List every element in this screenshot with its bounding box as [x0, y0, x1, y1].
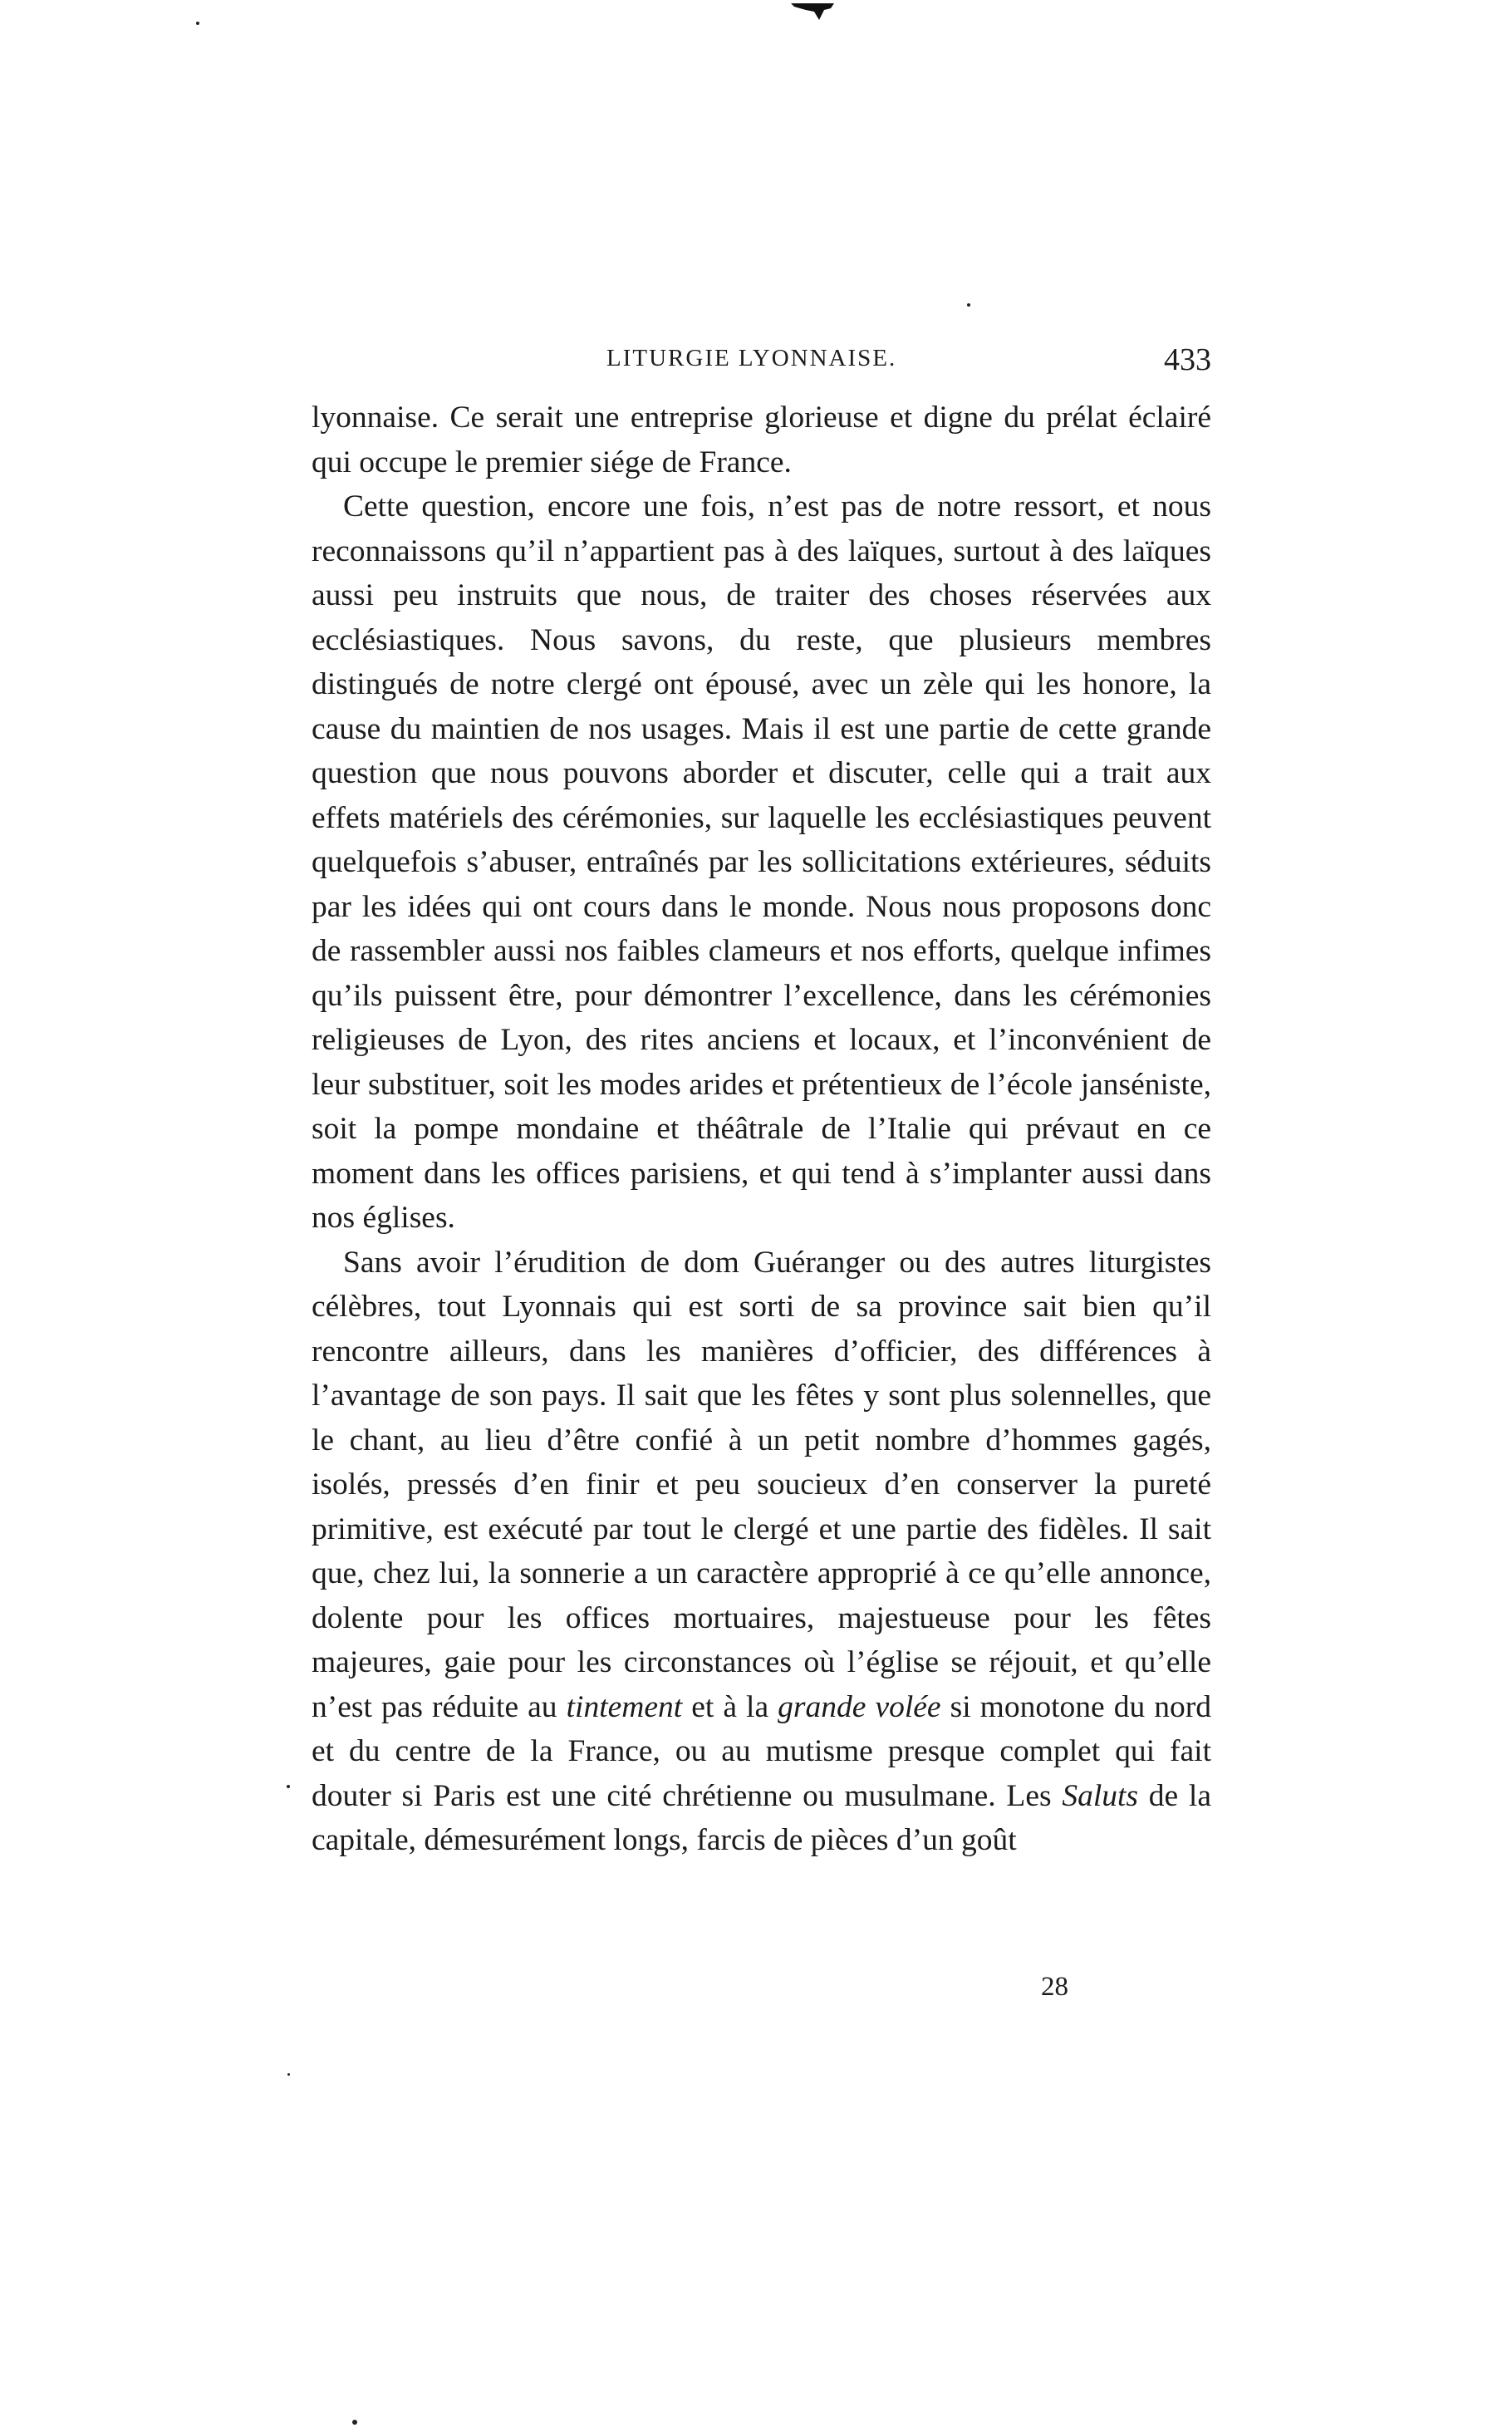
text-run: si monotone du nord et du centre de la France, ou au mutisme presque complet qui fait douter si Paris est une cité chrétienne ou musulmane. Les: [312, 1689, 1212, 1813]
body-text: [312, 396, 1211, 1863]
paragraph: Cette question, encore une fois, n’est pas de notre ressort, et nous reconnaissons qu’il n’appartient pas à des laïques, surtout à des laïques aussi peu instruits que nous, de traiter des choses réservées aux ecclésiastiques. Nous savons, du reste, que plusieurs membres distingués de notre clergé ont épousé, avec un zèle qui les honore, la cause du maintien de nos usages. Mais il est une partie de cette grande question que nous pouvons aborder et discuter, celle qui a trait aux effets matériels des cérémonies, sur laquelle les ecclésiastiques peuvent quelquefois s’abuser, entraînés par les sollicitations extérieures, séduits par les idées qui ont cours dans le monde. Nous nous proposons donc de rassembler aussi nos faibles clameurs et nos efforts, quelque infimes qu’ils puissent être, pour démontrer l’excellence, dans les cérémonies religieuses de Lyon, des rites anciens et locaux, et l’inconvénient de leur substituer, soit les modes arides et prétentieux de l’école janséniste, soit la pompe mondaine et théâtrale de l’Italie qui prévaut en ce moment dans les offices parisiens, et qui tend à s’implanter aussi dans nos églises.: [312, 489, 1211, 1235]
ink-blot-decoration: [789, 0, 836, 22]
paper-speck: [287, 1785, 290, 1788]
italic-term: Saluts: [1062, 1778, 1139, 1813]
page-number: 433: [1164, 342, 1211, 377]
paragraph: lyonnaise. Ce serait une entreprise glorieuse et digne du prélat éclairé qui occupe le premier siége de France.: [312, 401, 1211, 479]
italic-term: tintement: [566, 1689, 683, 1724]
text-run: Sans avoir l’érudition de dom Guéranger ou des autres liturgistes célèbres, tout Lyonnais qui est sorti de sa province sait bien qu’il rencontre ailleurs, dans les manières d’officier, des différences à l’avantage de son pays. Il sait que les fêtes y sont plus solennelles, que le chant, au lieu d’être confié à un petit nombre d’hommes gagés, isolés, pressés d’en finir et peu soucieux d’en conserver la pureté primitive, est exécuté par tout le clergé et une partie des fidèles. Il sait que, chez lui, la sonnerie a un caractère approprié à ce qu’elle annonce, dolente pour les offices mortuaires, majestueuse pour les fêtes majeures, gaie pour les circonstances où l’église se réjouit, et qu’elle n’est pas réduite au: [312, 1245, 1211, 1724]
paper-speck: [967, 303, 970, 307]
paper-speck: [196, 22, 199, 25]
paper-speck: [287, 2073, 290, 2076]
text-run: et à la: [682, 1689, 778, 1724]
text-run: de la capitale, démesurément longs, farcis de pièces d’un goût: [312, 1778, 1211, 1857]
page-header: [312, 342, 1211, 386]
running-title: LITURGIE LYONNAISE.: [606, 345, 897, 371]
signature-mark: 28: [1041, 1972, 1068, 2002]
paper-speck: [352, 2420, 357, 2425]
paragraph-last: [312, 1241, 1211, 1863]
italic-term: grande volée: [778, 1689, 941, 1724]
